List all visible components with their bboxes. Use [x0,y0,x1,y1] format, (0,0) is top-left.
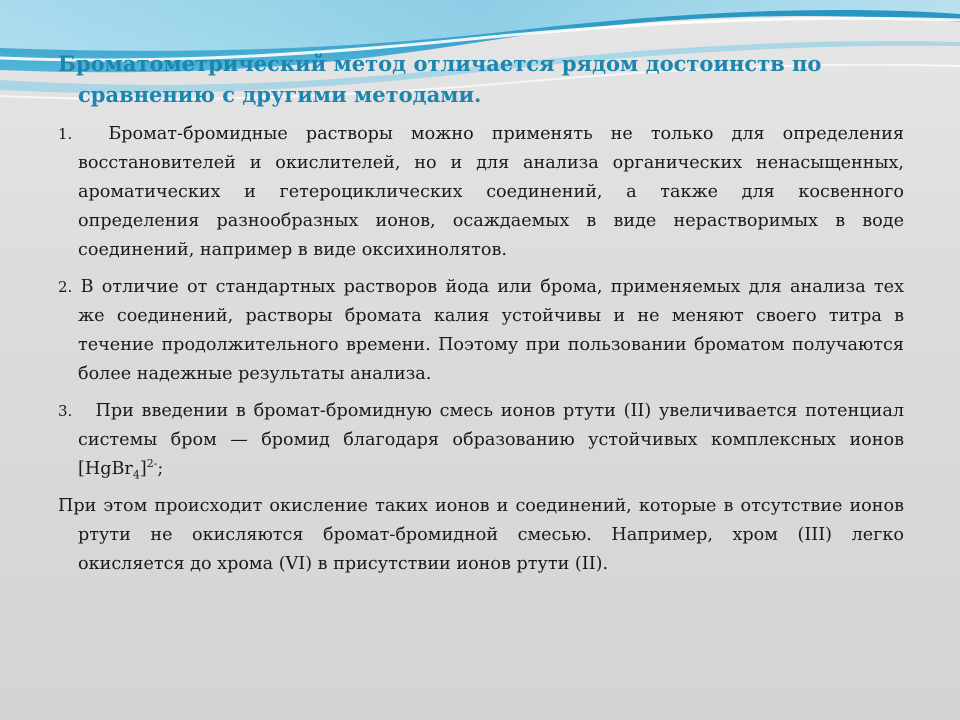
formula-subscript: 4 [132,468,140,482]
closing-paragraph: При этом происходит окисление таких ионов и соединений, которые в отсутствие ионов ртути не окисляются бромат-бромидной смесью. Например, хром (III) легко окисляется до хрома (VI) в присутствии ионов ртути (II). [58,496,904,574]
item-text: В отличие от стандартных растворов йода или брома, применяемых для анализа тех же соединений, растворы бромата калия устойчивы и не меняют своего титра в течение продолжительного времени. Поэтому при пользовании броматом получаются более надежные результаты анализа. [78,277,905,384]
item-text: Бромат-бромидные растворы можно применять не только для определения восстановителей и окислителей, но и для анализа органических ненасыщенных, ароматических и гетероциклических соединений, а также для косвенного определения разнообразных ионов, осаждаемых в виде нерастворимых в воде соединений, например в виде оксихинолятов. [78,124,905,260]
list-item-3 [58,397,904,484]
formula-bracket: ] [139,459,147,479]
slide-content [58,48,904,587]
list-item-2 [58,273,904,389]
item-number: 1. [58,125,73,143]
item-number: 2. [58,278,73,296]
item-number: 3. [58,402,73,420]
list-item-1 [58,120,904,265]
slide-title: Броматометрический метод отличается рядом достоинств по сравнению с другими методами. [58,51,822,107]
formula-superscript: 2- [146,457,158,471]
item-text: При введении в бромат-бромидную смесь ионов ртути (II) увеличивается потенциал системы бром — бромид благодаря образованию устойчивых комплексных ионов [HgBr [78,401,904,479]
formula-tail: ; [157,459,164,479]
